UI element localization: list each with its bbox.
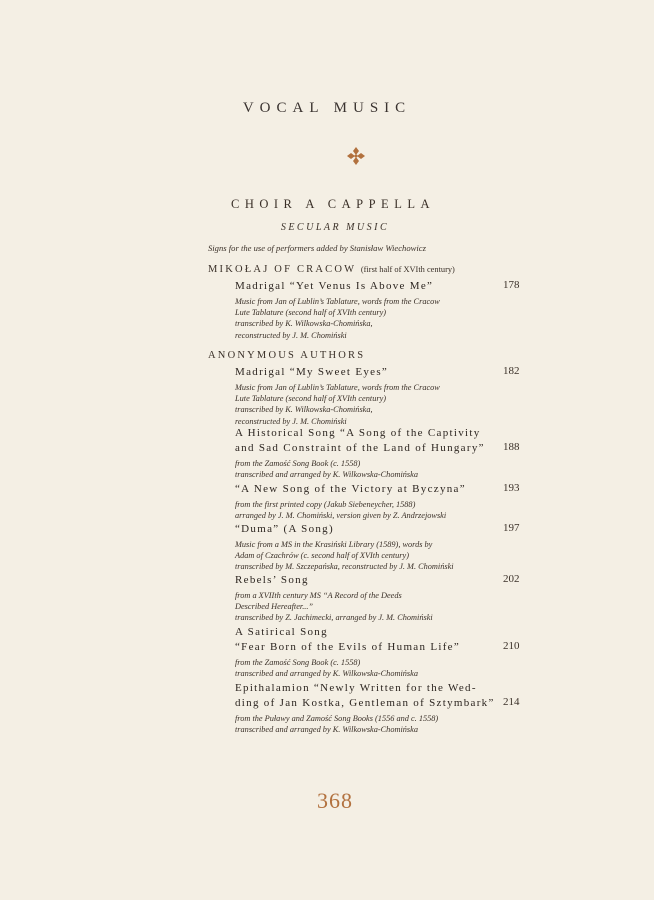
contents-entry <box>235 482 520 521</box>
entry-title <box>235 573 520 588</box>
entry-desc-line: Music from Jan of Lublin’s Tablature, words from the Cracow <box>235 383 440 392</box>
contents-entry <box>235 279 520 341</box>
entry-title <box>235 365 520 380</box>
entry-desc-line: Music from a MS in the Krasiński Library (1589), words by <box>235 540 433 549</box>
contents-entry <box>235 625 520 679</box>
entry-page-number: 188 <box>503 441 520 453</box>
entry-description <box>235 590 520 624</box>
entry-page-number: 197 <box>503 522 520 534</box>
contents-entry <box>235 426 520 480</box>
entry-title-line: A Historical Song “A Song of the Captivity <box>235 427 481 439</box>
entry-desc-line: from the Zamość Song Book (c. 1558) <box>235 459 361 468</box>
composer-name: ANONYMOUS AUTHORS <box>208 350 366 361</box>
entry-title <box>235 681 520 711</box>
entry-desc-line: transcribed by K. Wilkowska-Chomińska, <box>235 405 373 415</box>
entry-desc-line: transcribed and arranged by K. Wilkowska-Chomińska <box>235 669 418 679</box>
entry-title-line: “A New Song of the Victory at Byczyna” <box>235 483 466 495</box>
entry-page-number: 214 <box>503 696 520 708</box>
contents-entry <box>235 681 520 735</box>
page-heading: VOCAL MUSIC <box>242 100 412 116</box>
entry-title <box>235 279 520 294</box>
entry-title-line: and Sad Constraint of the Land of Hungary” <box>235 442 485 454</box>
entry-description <box>235 713 520 735</box>
entry-page-number: 210 <box>503 640 520 652</box>
entry-description <box>235 296 520 341</box>
entry-desc-line: reconstructed by J. M. Chomiński <box>235 416 347 426</box>
entry-title <box>235 522 520 537</box>
entry-page-number: 182 <box>503 365 520 377</box>
entry-page-number: 202 <box>503 573 520 585</box>
entry-page-number: 178 <box>503 279 520 291</box>
entry-desc-line: from the first printed copy (Jakub Siebeneycher, 1588) <box>235 500 416 509</box>
subsection-heading: SECULAR MUSIC <box>280 222 390 233</box>
entry-desc-line: transcribed and arranged by K. Wilkowska-Chomińska <box>235 725 418 735</box>
entry-desc-line: Lute Tablature (second half of XVIth century) <box>235 308 387 318</box>
entry-desc-line: reconstructed by J. M. Chomiński <box>235 330 347 340</box>
composer-name: MIKOŁAJ OF CRACOW <box>208 264 357 275</box>
composer-heading <box>208 264 455 275</box>
composer-dates: (first half of XVIth century) <box>360 265 455 274</box>
entry-desc-line: Lute Tablature (second half of XVIth century) <box>235 394 387 404</box>
entry-desc-line: transcribed by K. Wilkowska-Chomińska, <box>235 319 373 329</box>
entry-title-line: Epithalamion “Newly Written for the Wed- <box>235 682 477 694</box>
entry-page-number: 193 <box>503 482 520 494</box>
section-heading: CHOIR A CAPPELLA <box>231 197 435 211</box>
entry-title-line: “Fear Born of the Evils of Human Life” <box>235 641 461 653</box>
entry-desc-line: arranged by J. M. Chomiński, version given by Z. Andrzejowski <box>235 511 447 521</box>
entry-title-line: “Duma” (A Song) <box>235 523 334 535</box>
entry-title-line: Madrigal “Yet Venus Is Above Me” <box>235 280 434 292</box>
entry-desc-line: transcribed by M. Szczepańska, reconstructed by J. M. Chomiński <box>235 562 454 572</box>
entry-title-line: Madrigal “My Sweet Eyes” <box>235 366 389 378</box>
entry-desc-line: transcribed by Z. Jachimecki, arranged by J. M. Chomiński <box>235 613 433 623</box>
entry-title-line: Rebels’ Song <box>235 574 309 586</box>
entry-description <box>235 539 520 573</box>
entry-title-line: ding of Jan Kostka, Gentleman of Sztymbark” <box>235 697 495 709</box>
entry-title-line: A Satirical Song <box>235 626 328 638</box>
fleuron-icon <box>346 146 366 166</box>
entry-description <box>235 382 520 427</box>
entry-description <box>235 499 520 521</box>
entry-desc-line: transcribed and arranged by K. Wilkowska-Chomińska <box>235 470 418 480</box>
entry-desc-line: Described Hereafter...” <box>235 602 314 612</box>
entry-title <box>235 426 520 456</box>
contents-entry <box>235 522 520 573</box>
entry-desc-line: from the Zamość Song Book (c. 1558) <box>235 658 361 667</box>
contents-entry <box>235 365 520 427</box>
signs-note: Signs for the use of performers added by Stanisław Wiechowicz <box>208 243 426 253</box>
contents-entry <box>235 573 520 624</box>
entry-desc-line: Adam of Czachrów (c. second half of XVIth century) <box>235 551 409 561</box>
entry-title <box>235 625 520 655</box>
entry-desc-line: from a XVIIth century MS “A Record of the Deeds <box>235 591 402 600</box>
entry-description <box>235 458 520 480</box>
entry-description <box>235 657 520 679</box>
entry-title <box>235 482 520 497</box>
entry-desc-line: from the Puławy and Zamość Song Books (1556 and c. 1558) <box>235 714 439 723</box>
composer-heading <box>208 350 365 361</box>
page-folio: 368 <box>317 788 353 813</box>
entry-desc-line: Music from Jan of Lublin’s Tablature, words from the Cracow <box>235 297 440 306</box>
